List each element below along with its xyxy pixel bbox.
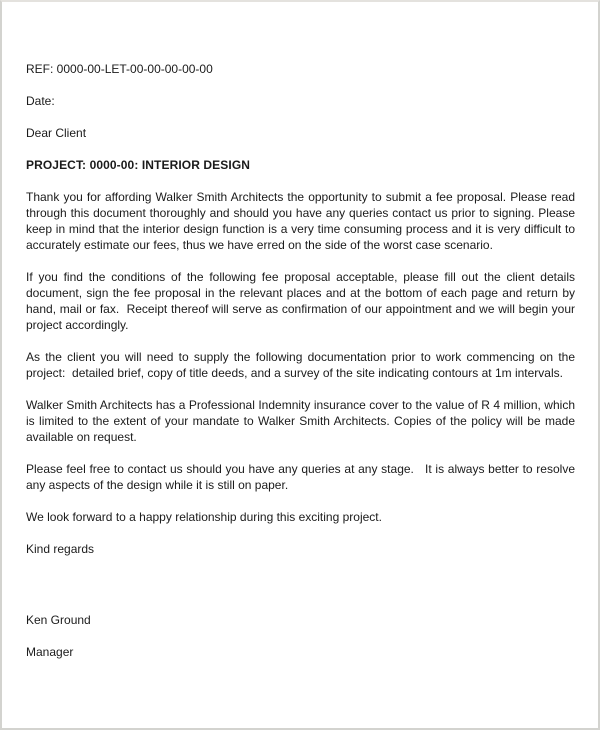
reference-line: REF: 0000-00-LET-00-00-00-00-00	[26, 62, 213, 76]
closing-line: Kind regards	[26, 542, 95, 556]
subject-line: PROJECT: 0000-00: INTERIOR DESIGN	[26, 158, 251, 172]
letter-paragraph-intro: Thank you for affording Walker Smith Architects the opportunity to submit a fee proposal. Please read through this document thoroughly and should you have any queries contact us prior to signing. Please keep in mind that the interior design function is a very time consuming process and it is very difficult to accurately estimate our fees, thus we have erred on the side of the worst case scenario.	[26, 190, 579, 252]
letter-paragraph-documentation: As the client you will need to supply the following documentation prior to work commencing on the project: detailed brief, copy of title deeds, and a survey of the site indicating contours at 1m intervals.	[26, 350, 579, 380]
signatory-name: Ken Ground	[26, 613, 91, 627]
letter-paragraph-insurance: Walker Smith Architects has a Professional Indemnity insurance cover to the value of R 4 million, which is limited to the extent of your mandate to Walker Smith Architects. Copies of the policy will be made available on request.	[26, 398, 579, 444]
salutation: Dear Client	[26, 126, 87, 140]
date-line: Date:	[26, 94, 55, 108]
letter-paragraph-lookforward: We look forward to a happy relationship during this exciting project.	[26, 510, 382, 524]
letter-paragraph-acceptance: If you find the conditions of the following fee proposal acceptable, please fill out the client details document, sign the fee proposal in the relevant places and at the bottom of each page and return by hand, mail or fax. Receipt thereof will serve as confirmation of our appointment and we will begin your project accordingly.	[26, 270, 579, 332]
letter-paragraph-contact: Please feel free to contact us should you have any queries at any stage. It is always better to resolve any aspects of the design while it is still on paper.	[26, 462, 579, 492]
signatory-title: Manager	[26, 645, 74, 659]
